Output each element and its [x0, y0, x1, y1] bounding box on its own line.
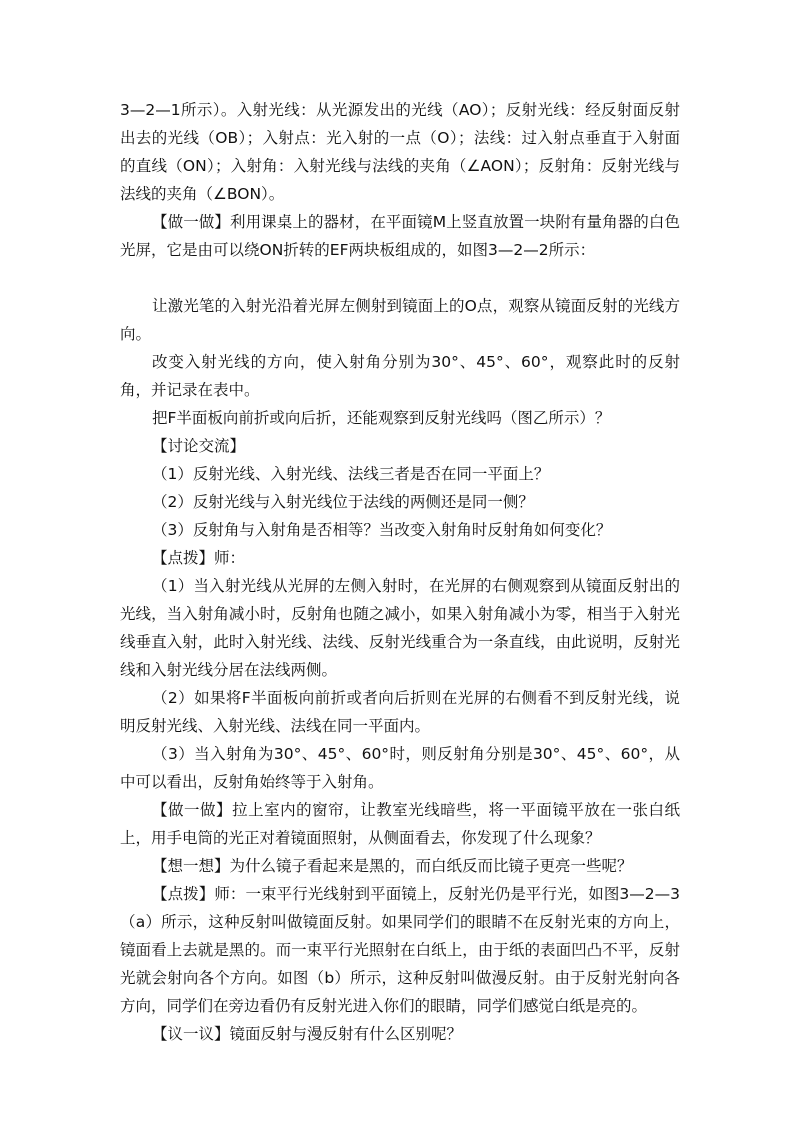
answer-1: （1）当入射光线从光屏的左侧入射时，在光屏的右侧观察到从镜面反射出的光线，当入射角减小时，反射角也随之减小，如果入射角减小为零，相当于入射光线垂直入射，此时入射光线、法线、反射光线重合为一条直线，由此说明，反射光线和入射光线分居在法线两侧。	[120, 577, 680, 679]
heading-hint: 【点拨】师：	[152, 549, 246, 567]
paragraph-hint-2: 【点拨】师：一束平行光线射到平面镜上，反射光仍是平行光，如图3—2—3（a）所示，这种反射叫做镜面反射。如果同学们的眼睛不在反射光束的方向上，镜面看上去就是黑的。而一束平行光照射在白纸上，由于纸的表面凹凸不平，反射光就会射向各个方向。如图（b）所示，这种反射叫做漫反射。由于反射光射向各方向，同学们在旁边看仍有反射光进入你们的眼睛，同学们感觉白纸是亮的。	[120, 885, 680, 1015]
paragraph-laser: 让激光笔的入射光沿着光屏左侧射到镜面上的O点，观察从镜面反射的光线方向。	[120, 297, 680, 343]
question-3: （3）反射角与入射角是否相等？当改变入射角时反射角如何变化？	[152, 521, 612, 539]
answer-2: （2）如果将F半面板向前折或者向后折则在光屏的右侧看不到反射光线，说明反射光线、入射光线、法线在同一平面内。	[120, 689, 680, 735]
paragraph-activity-1: 【做一做】利用课桌上的器材，在平面镜M上竖直放置一块附有量角器的白色光屏，它是由可以绕ON折转的EF两块板组成的，如图3—2—2所示：	[120, 213, 680, 259]
paragraph-definitions: 3—2—1所示）。入射光线：从光源发出的光线（AO）；反射光线：经反射面反射出去的光线（OB）；入射点：光入射的一点（O）；法线：过入射点垂直于入射面的直线（ON）；入射角：入射光线与法线的夹角（∠AON）；反射角：反射光线与法线的夹角（∠BON）。	[120, 101, 680, 203]
paragraph-activity-2: 【做一做】拉上室内的窗帘，让教室光线暗些，将一平面镜平放在一张白纸上，用手电筒的光正对着镜面照射，从侧面看去，你发现了什么现象？	[120, 801, 680, 847]
paragraph-angles: 改变入射光线的方向，使入射角分别为30°、45°、60°，观察此时的反射角，并记录在表中。	[120, 353, 680, 399]
answer-3: （3）当入射角为30°、45°、60°时，则反射角分别是30°、45°、60°，从中可以看出，反射角始终等于入射角。	[120, 745, 680, 791]
paragraph-think: 【想一想】为什么镜子看起来是黑的，而白纸反而比镜子更亮一些呢？	[152, 857, 633, 875]
heading-discussion: 【讨论交流】	[152, 437, 246, 455]
question-1: （1）反射光线、入射光线、法线三者是否在同一平面上？	[152, 465, 550, 483]
figure-gap	[120, 264, 680, 292]
paragraph-fold: 把F半面板向前折或向后折，还能观察到反射光线吗（图乙所示）？	[152, 409, 611, 427]
paragraph-discuss-2: 【议一议】镜面反射与漫反射有什么区别呢？	[152, 1025, 463, 1043]
document-page	[120, 96, 680, 1048]
question-2: （2）反射光线与入射光线位于法线的两侧还是同一侧？	[152, 493, 534, 511]
